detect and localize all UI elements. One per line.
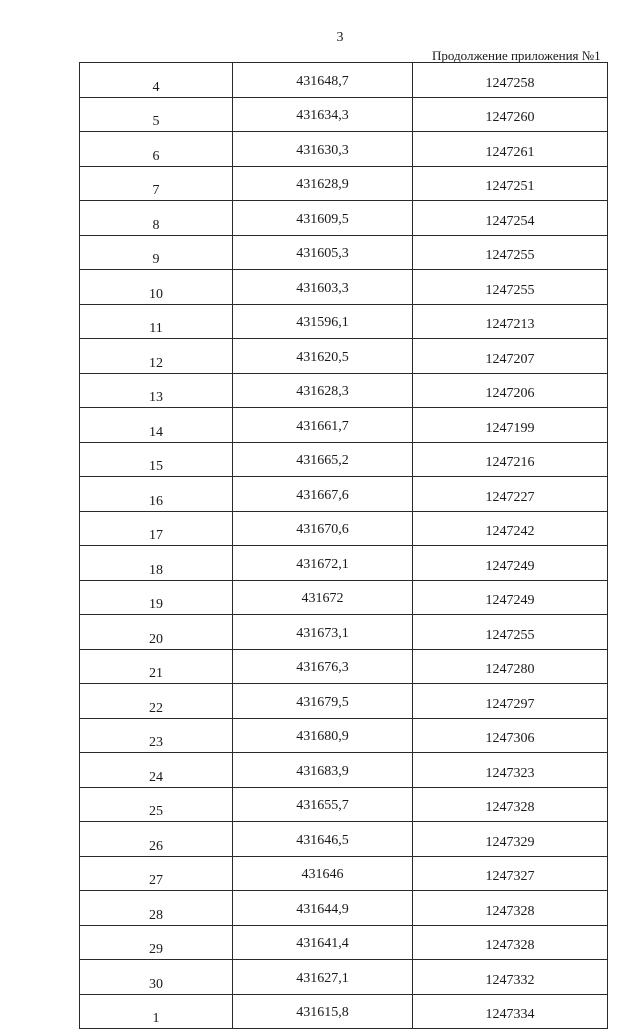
x-coordinate-cell: 431603,3 bbox=[233, 270, 413, 305]
x-coordinate-cell: 431628,3 bbox=[233, 373, 413, 408]
point-number-cell: 19 bbox=[80, 580, 233, 615]
y-coordinate-cell: 1247254 bbox=[413, 201, 608, 236]
y-coordinate-cell: 1247261 bbox=[413, 132, 608, 167]
table-row bbox=[80, 925, 608, 960]
table-row bbox=[80, 235, 608, 270]
x-coordinate-cell: 431648,7 bbox=[233, 63, 413, 98]
table-row bbox=[80, 718, 608, 753]
table-row bbox=[80, 822, 608, 857]
x-coordinate-cell: 431630,3 bbox=[233, 132, 413, 167]
x-coordinate-cell: 431634,3 bbox=[233, 97, 413, 132]
y-coordinate-cell: 1247249 bbox=[413, 580, 608, 615]
point-number-cell: 25 bbox=[80, 787, 233, 822]
table-row bbox=[80, 442, 608, 477]
point-number-cell: 21 bbox=[80, 649, 233, 684]
table-row bbox=[80, 270, 608, 305]
point-number-cell: 15 bbox=[80, 442, 233, 477]
table-row bbox=[80, 166, 608, 201]
y-coordinate-cell: 1247255 bbox=[413, 270, 608, 305]
x-coordinate-cell: 431605,3 bbox=[233, 235, 413, 270]
y-coordinate-cell: 1247260 bbox=[413, 97, 608, 132]
table-row bbox=[80, 787, 608, 822]
continuation-label: Продолжение приложения №1 bbox=[432, 48, 601, 63]
y-coordinate-cell: 1247332 bbox=[413, 960, 608, 995]
y-coordinate-cell: 1247327 bbox=[413, 856, 608, 891]
table-row bbox=[80, 132, 608, 167]
coordinates-table bbox=[79, 62, 608, 1029]
table-row bbox=[80, 753, 608, 788]
x-coordinate-cell: 431676,3 bbox=[233, 649, 413, 684]
x-coordinate-cell: 431644,9 bbox=[233, 891, 413, 926]
table-row bbox=[80, 891, 608, 926]
table-row bbox=[80, 477, 608, 512]
table-row bbox=[80, 856, 608, 891]
point-number-cell: 24 bbox=[80, 753, 233, 788]
x-coordinate-cell: 431679,5 bbox=[233, 684, 413, 719]
table-row bbox=[80, 684, 608, 719]
x-coordinate-cell: 431646 bbox=[233, 856, 413, 891]
table-row bbox=[80, 63, 608, 98]
table-row bbox=[80, 339, 608, 374]
x-coordinate-cell: 431680,9 bbox=[233, 718, 413, 753]
x-coordinate-cell: 431641,4 bbox=[233, 925, 413, 960]
point-number-cell: 26 bbox=[80, 822, 233, 857]
y-coordinate-cell: 1247306 bbox=[413, 718, 608, 753]
y-coordinate-cell: 1247249 bbox=[413, 546, 608, 581]
point-number-cell: 4 bbox=[80, 63, 233, 98]
point-number-cell: 10 bbox=[80, 270, 233, 305]
table-row bbox=[80, 97, 608, 132]
y-coordinate-cell: 1247251 bbox=[413, 166, 608, 201]
y-coordinate-cell: 1247207 bbox=[413, 339, 608, 374]
point-number-cell: 1 bbox=[80, 994, 233, 1029]
y-coordinate-cell: 1247255 bbox=[413, 235, 608, 270]
x-coordinate-cell: 431628,9 bbox=[233, 166, 413, 201]
y-coordinate-cell: 1247199 bbox=[413, 408, 608, 443]
y-coordinate-cell: 1247328 bbox=[413, 787, 608, 822]
point-number-cell: 12 bbox=[80, 339, 233, 374]
table-row bbox=[80, 580, 608, 615]
x-coordinate-cell: 431609,5 bbox=[233, 201, 413, 236]
y-coordinate-cell: 1247328 bbox=[413, 925, 608, 960]
y-coordinate-cell: 1247227 bbox=[413, 477, 608, 512]
point-number-cell: 23 bbox=[80, 718, 233, 753]
x-coordinate-cell: 431665,2 bbox=[233, 442, 413, 477]
y-coordinate-cell: 1247242 bbox=[413, 511, 608, 546]
y-coordinate-cell: 1247216 bbox=[413, 442, 608, 477]
point-number-cell: 29 bbox=[80, 925, 233, 960]
y-coordinate-cell: 1247297 bbox=[413, 684, 608, 719]
point-number-cell: 11 bbox=[80, 304, 233, 339]
point-number-cell: 5 bbox=[80, 97, 233, 132]
y-coordinate-cell: 1247334 bbox=[413, 994, 608, 1029]
x-coordinate-cell: 431655,7 bbox=[233, 787, 413, 822]
x-coordinate-cell: 431646,5 bbox=[233, 822, 413, 857]
x-coordinate-cell: 431670,6 bbox=[233, 511, 413, 546]
table-row bbox=[80, 304, 608, 339]
coordinates-table-body bbox=[80, 63, 608, 1029]
x-coordinate-cell: 431627,1 bbox=[233, 960, 413, 995]
point-number-cell: 14 bbox=[80, 408, 233, 443]
y-coordinate-cell: 1247323 bbox=[413, 753, 608, 788]
point-number-cell: 13 bbox=[80, 373, 233, 408]
point-number-cell: 30 bbox=[80, 960, 233, 995]
y-coordinate-cell: 1247258 bbox=[413, 63, 608, 98]
table-row bbox=[80, 615, 608, 650]
point-number-cell: 7 bbox=[80, 166, 233, 201]
x-coordinate-cell: 431673,1 bbox=[233, 615, 413, 650]
y-coordinate-cell: 1247255 bbox=[413, 615, 608, 650]
x-coordinate-cell: 431596,1 bbox=[233, 304, 413, 339]
table-row bbox=[80, 649, 608, 684]
point-number-cell: 9 bbox=[80, 235, 233, 270]
y-coordinate-cell: 1247280 bbox=[413, 649, 608, 684]
x-coordinate-cell: 431620,5 bbox=[233, 339, 413, 374]
point-number-cell: 17 bbox=[80, 511, 233, 546]
table-row bbox=[80, 994, 608, 1029]
point-number-cell: 28 bbox=[80, 891, 233, 926]
table-row bbox=[80, 201, 608, 236]
table-row bbox=[80, 546, 608, 581]
point-number-cell: 18 bbox=[80, 546, 233, 581]
point-number-cell: 22 bbox=[80, 684, 233, 719]
y-coordinate-cell: 1247213 bbox=[413, 304, 608, 339]
point-number-cell: 6 bbox=[80, 132, 233, 167]
table-row bbox=[80, 373, 608, 408]
table-row bbox=[80, 511, 608, 546]
point-number-cell: 16 bbox=[80, 477, 233, 512]
point-number-cell: 27 bbox=[80, 856, 233, 891]
table-row bbox=[80, 408, 608, 443]
x-coordinate-cell: 431667,6 bbox=[233, 477, 413, 512]
x-coordinate-cell: 431615,8 bbox=[233, 994, 413, 1029]
point-number-cell: 20 bbox=[80, 615, 233, 650]
y-coordinate-cell: 1247328 bbox=[413, 891, 608, 926]
x-coordinate-cell: 431672,1 bbox=[233, 546, 413, 581]
table-row bbox=[80, 960, 608, 995]
point-number-cell: 8 bbox=[80, 201, 233, 236]
y-coordinate-cell: 1247206 bbox=[413, 373, 608, 408]
x-coordinate-cell: 431683,9 bbox=[233, 753, 413, 788]
y-coordinate-cell: 1247329 bbox=[413, 822, 608, 857]
x-coordinate-cell: 431672 bbox=[233, 580, 413, 615]
page-number: 3 bbox=[336, 30, 344, 45]
x-coordinate-cell: 431661,7 bbox=[233, 408, 413, 443]
